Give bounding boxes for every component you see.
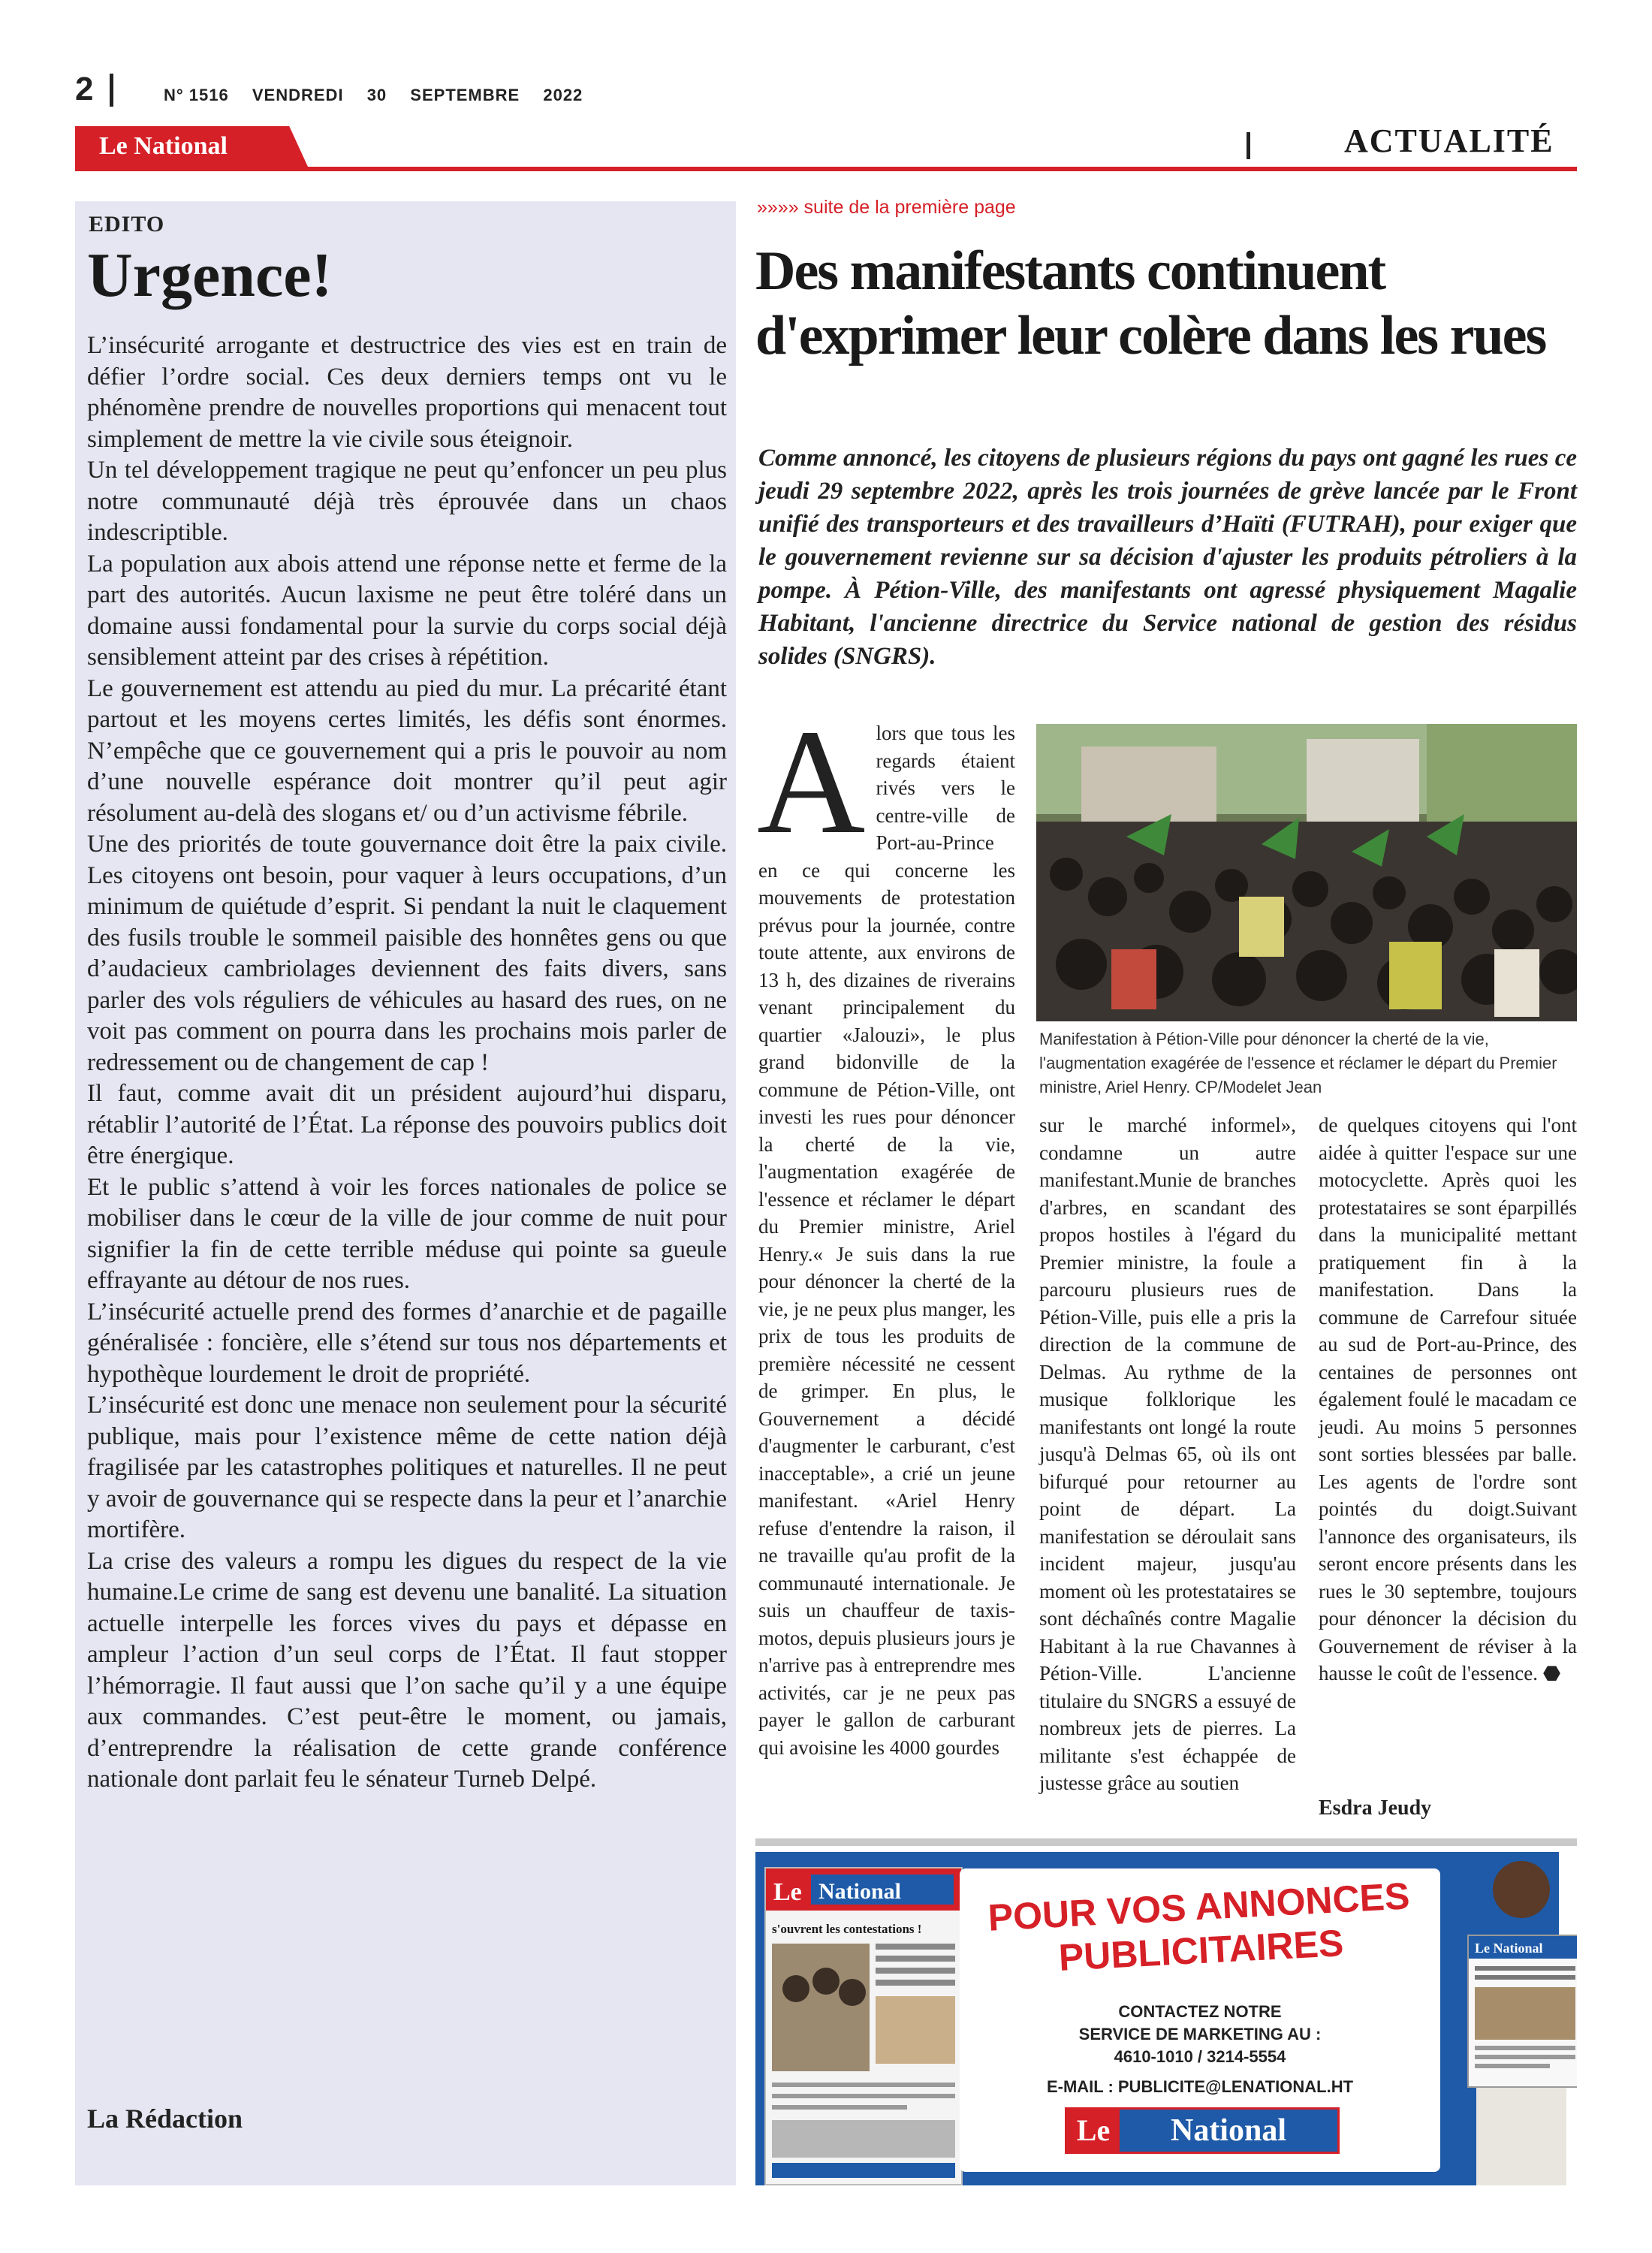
issue-number: N° 1516 (164, 86, 229, 104)
held-newspaper-image (1469, 1936, 1577, 2086)
header-rule (75, 167, 1577, 171)
issue-day: 30 (366, 86, 387, 104)
article-column-3 (1319, 1111, 1577, 1687)
article-lead: Comme annoncé, les citoyens de plusieurs régions du pays ont gagné les rues ce jeudi 29 septembre 2022, après les trois journées de grève lancée par le Front unifié des transporteurs et des travailleurs d’Haïti (FUTRAH), pour exiger que le gouvernement revienne sur sa décision d'ajuster les produits pétroliers à la pompe. À Pétion-Ville, des manifestants ont agressé physiquement Magalie Habitant, l'ancienne directrice du Service national de gestion des résidus solides (SNGRS). (758, 445, 1577, 670)
ad-held-newspaper (1467, 1935, 1577, 2088)
page-number: 2 (75, 71, 94, 107)
edito-paragraph: Un tel développement tragique ne peut qu’enfoncer un peu plus notre communauté déjà très éprouvée dans un chaos indescriptible. (87, 457, 727, 546)
edito-paragraph: L’insécurité est donc une menace non seulement pour la sécurité publique, mais pour l’existence même de cette nation déjà fragilisée par les catastrophes politiques et naturelles. Il ne peut y avoir de gouvernance qui se respecte dans la peur et l’anarchie mortifère. (87, 1392, 727, 1543)
ad-contact-line-1: CONTACTEZ NOTRE (1118, 2002, 1282, 2021)
ad-mini-headline: s'ouvrent les contestations ! (772, 1922, 922, 1936)
svg-text:Le: Le (773, 1878, 802, 1906)
ad-title-line-1: POUR VOS ANNONCES (987, 1874, 1411, 1939)
article-column-2 (1039, 1111, 1296, 1797)
ad-title-line-2: PUBLICITAIRES (1057, 1922, 1345, 1979)
ad-newspaper-thumbnail (764, 1867, 963, 2185)
edito-title: Urgence! (87, 240, 333, 310)
ad-phone-numbers[interactable]: 4610-1010 / 3214-5554 (1114, 2047, 1286, 2066)
edito-paragraph: L’insécurité arrogante et destructrice des vies est en train de défier l’ordre social. Ces deux derniers temps ont vu le phénomène prendre de nouvelles proportions qui menacent tout simplement de mettre la vie civile sous éteignoir. (87, 332, 727, 453)
edito-paragraph: Et le public s’attend à voir les forces nationales de police se mobiliser dans le cœur de la ville de jour comme de nuit pour signifier la fin de cette terrible méduse qui pointe sa gueule effrayante au détour de nos rues. (87, 1173, 727, 1294)
edito-signature: La Rédaction (87, 2104, 243, 2134)
edito-paragraph: L’insécurité actuelle prend des formes d’anarchie et de pagaille généralisée : foncière, elle s’étend sur tous nos départements et hypothèque lourdement le droit de propriété. (87, 1298, 727, 1388)
edito-body (87, 330, 727, 1796)
advertisement-banner (755, 1852, 1577, 2185)
ad-top-rule (755, 1838, 1577, 1846)
protest-crowd-image (1036, 724, 1577, 1021)
edito-paragraph: Une des priorités de toute gouvernance doit être la paix civile. Les citoyens ont besoin, pour vaquer à leurs occupations, d’un minimum de quiétude d’esprit. Si pendant la nuit le claquement des fusils trouble le sommeil paisible des honnêtes gens ou que d’audacieux cambriolages deviennent des faits divers, sans parler des vols réguliers de véhicules au hasard des rues, on ne voit pas comment on pourra dans les prochains mois parler de redressement ou de changement de cap ! (87, 831, 727, 1076)
edito-paragraph: Le gouvernement est attendu au pied du mur. La précarité étant partout et les moyens certes limités, les défis sont énormes. N’empêche que ce gouvernement qui a pris le pouvoir au nom d’une nouvelle espérance doit montrer qu’il peut agir résolument au-delà des slogans et/ ou d’un activisme fébrile. (87, 674, 727, 827)
ad-logo-national: National (1120, 2110, 1337, 2152)
drop-cap: A (757, 699, 866, 865)
ad-contact (960, 2001, 1440, 2068)
ad-logo-le: Le (1067, 2110, 1120, 2152)
article-column-3-text: de quelques citoyens qui l'ont aidée à quitter l'espace sur une motocyclette. Après quoi les protestataires se sont éparpillés dans la municipalité mettant pratiquement fin à la manifestation. Dans la commune de Carrefour située au sud de Port-au-Prince, des centaines de personnes ont également foulé le macadam ce jeudi. Au moins 5 personnes sont sorties blessées par balle. Les agents de l'ordre sont pointés du doigt.Suivant l'annonce des organisateurs, ils seront encore présents dans les rues le 30 septembre, toujours pour dénoncer la décision du Gouvernement de réviser à la hausse le coût de l'essence. (1319, 1114, 1577, 1684)
section-title: ACTUALITÉ (1344, 122, 1554, 159)
article-headline: Des manifestants continuent d'exprimer leur colère dans les rues (755, 240, 1546, 366)
section-divider (1247, 132, 1250, 159)
newspaper-thumbnail-image (766, 1868, 961, 2184)
ad-logo (1065, 2107, 1340, 2154)
ad-email[interactable]: E-MAIL : PUBLICITE@LENATIONAL.HT (1046, 2077, 1354, 2096)
issue-year: 2022 (543, 86, 583, 104)
article-column-1 (757, 699, 1015, 1761)
edito-paragraph: La crise des valeurs a rompu les digues du respect de la vie humaine.Le crime de sang est devenu une banalité. La situation actuelle interpelle les forces vives du pays et dépasse en ampleur l’action d’un seul corps de l’État. Il faut stopper l’hémorragie. Il faut aussi que l’on sache qu’il y a une équipe aux commandes. C’est peut-être le moment, ou jamais, d’entreprendre la réalisation de cette grande conférence nationale dont parlait feu le sénateur Turneb Delpé. (87, 1547, 727, 1793)
end-mark-icon: ⬣ (1542, 1662, 1561, 1684)
article-column-2-text: sur le marché informel», condamne un autre manifestant.Munie de branches d'arbres, en scandant des propos hostiles à l'égard du Premier ministre, la foule a parcouru plusieurs rues de Pétion-Ville, puis elle a pris la direction de la commune de Delmas. Au rythme de la musique folklorique les manifestants ont longé la route jusqu'à Delmas 65, où ils ont bifurqué pour retourner au point de départ. La manifestation se déroulait sans incident majeur, jusqu'au moment où les protestataires se sont déchaînés contre Magalie Habitant à la rue Chavannes à Pétion-Ville. L'ancienne titulaire du SNGRS a essuyé de nombreux jets de pierres. La militante s'est échappée de justesse grâce au soutien (1039, 1114, 1296, 1794)
continued-from-front-page: »»»» suite de la première page (757, 197, 1016, 218)
edito-paragraph: La population aux abois attend une réponse nette et ferme de la part des autorités. Aucun laxisme ne peut être toléré dans un domaine aussi fondamental pour la survie du corps social déjà sensiblement atteint par des crises à répétition. (87, 550, 727, 671)
brand-name: Le National (99, 132, 228, 160)
svg-text:National: National (818, 1879, 902, 1904)
edito-paragraph: Il faut, comme avait dit un président aujourd’hui disparu, rétablir l’autorité de l’État. La réponse des pouvoirs publics doit être énergique. (87, 1080, 727, 1169)
issue-month: SEPTEMBRE (410, 86, 520, 104)
issue-dateline (164, 86, 601, 105)
photo-caption: Manifestation à Pétion-Ville pour dénoncer la cherté de la vie, l'augmentation exagérée de l'essence et réclamer le départ du Premier ministre, Ariel Henry. CP/Modelet Jean (1039, 1030, 1557, 1096)
article-column-1-text: lors que tous les regards étaient rivés vers le centre-ville de Port-au-Prince en ce qui concerne les mouvements de protestation prévus pour la journée, contre toute attente, aux environs de 13 h, des dizaines de riverains venant principalement du quartier «Jalouzi», le plus grand bidonville de la commune de Pétion-Ville, ont investi les rues pour dénoncer la cherté de la vie, l'augmentation exagérée de l'essence et réclamer le départ du Premier ministre, Ariel Henry.« Je suis dans la rue pour dénoncer la cherté de la vie, je ne peux plus manger, les prix de tous les produits de première nécessité ne cessent de grimper. En plus, le Gouvernement a décidé d'augmenter le carburant, c'est inacceptable», a crié un jeune manifestant. «Ariel Henry refuse d'entendre la raison, il ne travaille qu'au profit de la communauté internationale. Je suis un chauffeur de taxis-motos, depuis plusieurs jours je n'arrive pas à entreprendre mes activités, car je ne peux pas payer le gallon de carburant qui avoisine les 4000 gourdes (758, 722, 1015, 1759)
ad-contact-line-2: SERVICE DE MARKETING AU : (1078, 2025, 1322, 2043)
page-number-divider (110, 74, 113, 107)
issue-weekday: VENDREDI (252, 86, 344, 104)
ad-mini-logo: Le National (1475, 1941, 1543, 1956)
protest-photo (1036, 724, 1577, 1021)
article-byline: Esdra Jeudy (1319, 1796, 1432, 1820)
edito-kicker: EDITO (89, 212, 165, 237)
